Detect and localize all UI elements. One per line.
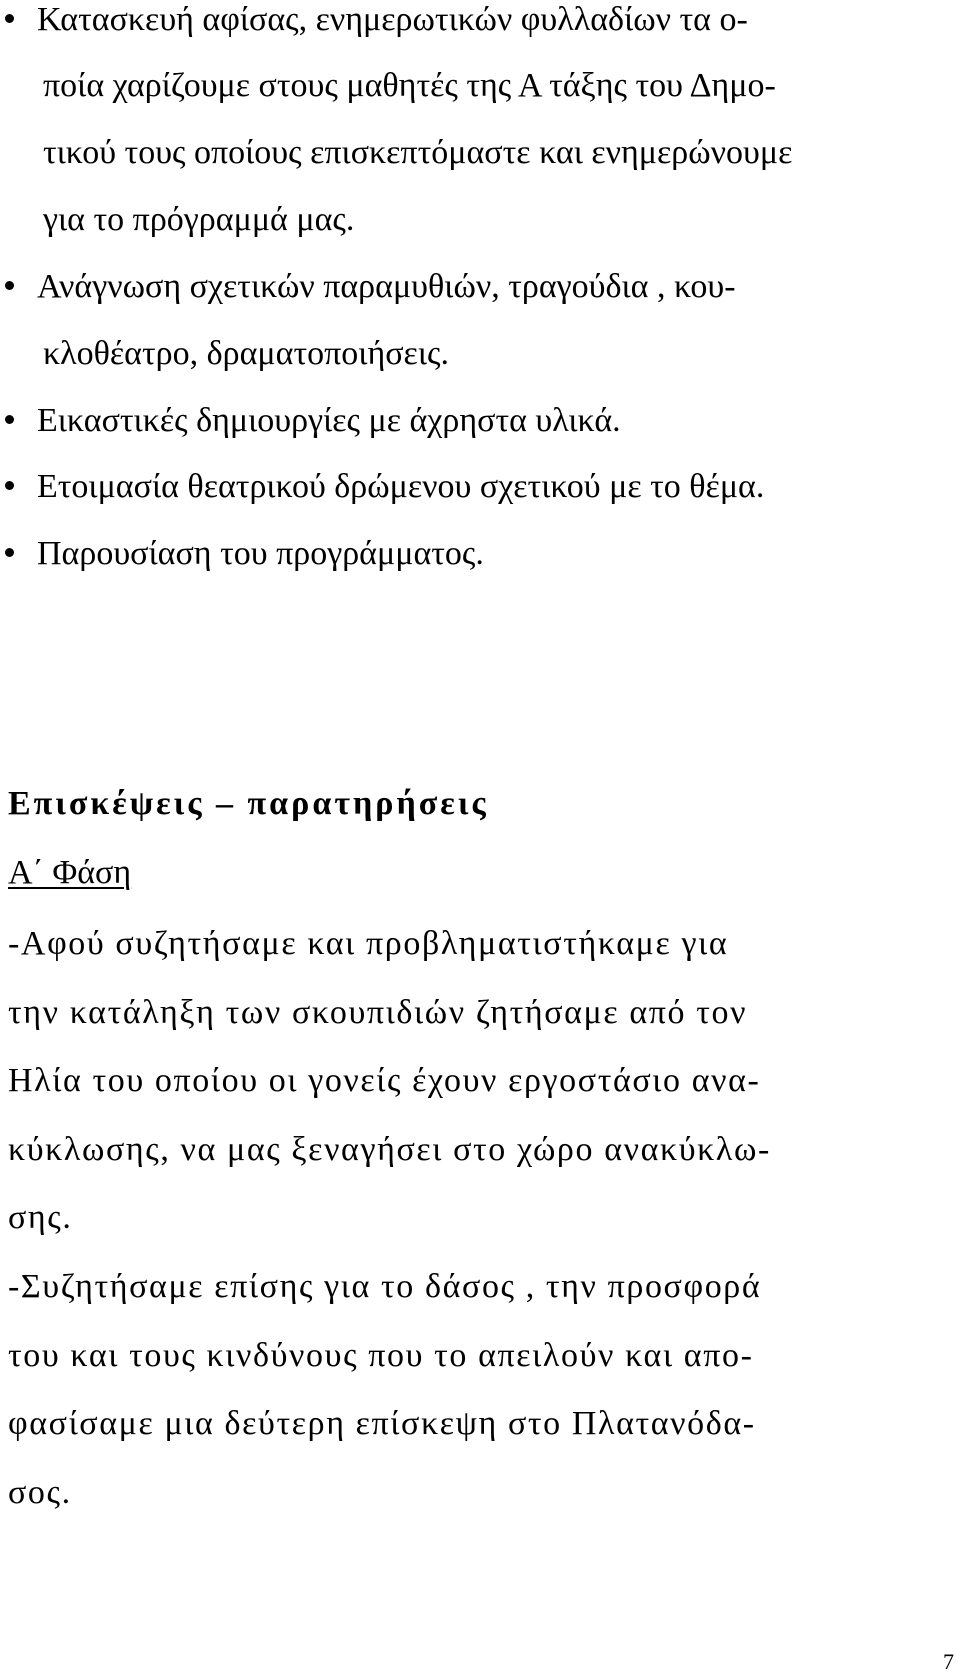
bullet-5-line-1: Παρουσίαση του προγράμματος. [37, 535, 484, 572]
bullet-1-line-1: Κατασκευή αφίσας, ενημερωτικών φυλλαδίων τα ο- [37, 1, 748, 38]
paragraph-2-line-4: σος. [8, 1474, 72, 1511]
bullet-1-line-4: για το πρόγραμμά μας. [43, 201, 355, 238]
bullet-2-line-2: κλοθέατρο, δραματοποιήσεις. [43, 335, 449, 372]
paragraph-1-line-5: σης. [8, 1199, 73, 1236]
bullet-2-line-1: Ανάγνωση σχετικών παραμυθιών, τραγούδια , κου- [37, 268, 736, 305]
bullet-4-line-1: Ετοιμασία θεατρικού δρώμενου σχετικού με το θέμα. [37, 468, 765, 505]
bullet-dot-icon [5, 548, 14, 557]
paragraph-1-line-1: -Αφού συζητήσαμε και προβληματιστήκαμε για [8, 925, 729, 962]
section-heading: Επισκέψεις – παρατηρήσεις [8, 785, 489, 822]
paragraph-2-line-3: φασίσαμε μια δεύτερη επίσκεψη στο Πλατανόδα- [8, 1405, 756, 1442]
bullet-dot-icon [5, 14, 14, 23]
paragraph-2-line-2: του και τους κινδύνους που το απειλούν και απο- [8, 1337, 754, 1374]
bullet-dot-icon [5, 481, 14, 490]
bullet-1-line-2: ποία χαρίζουμε στους μαθητές της Α τάξης του Δημο- [43, 67, 776, 104]
phase-subheading: Α΄ Φάση [8, 854, 132, 891]
bullet-3-line-1: Εικαστικές δημιουργίες με άχρηστα υλικά. [37, 402, 621, 439]
bullet-dot-icon [5, 415, 14, 424]
paragraph-1-line-3: Ηλία του οποίου οι γονείς έχουν εργοστάσιο ανα- [8, 1062, 761, 1099]
paragraph-1-line-2: την κατάληξη των σκουπιδιών ζητήσαμε από τον [8, 994, 748, 1031]
paragraph-2-line-1: -Συζητήσαμε επίσης για το δάσος , την προσφορά [8, 1268, 762, 1305]
paragraph-1-line-4: κύκλωσης, να μας ξεναγήσει στο χώρο ανακύκλω- [8, 1131, 771, 1168]
page-number: 7 [943, 1649, 954, 1674]
bullet-dot-icon [5, 281, 14, 290]
bullet-1-line-3: τικού τους οποίους επισκεπτόμαστε και ενημερώνουμε [43, 134, 793, 171]
